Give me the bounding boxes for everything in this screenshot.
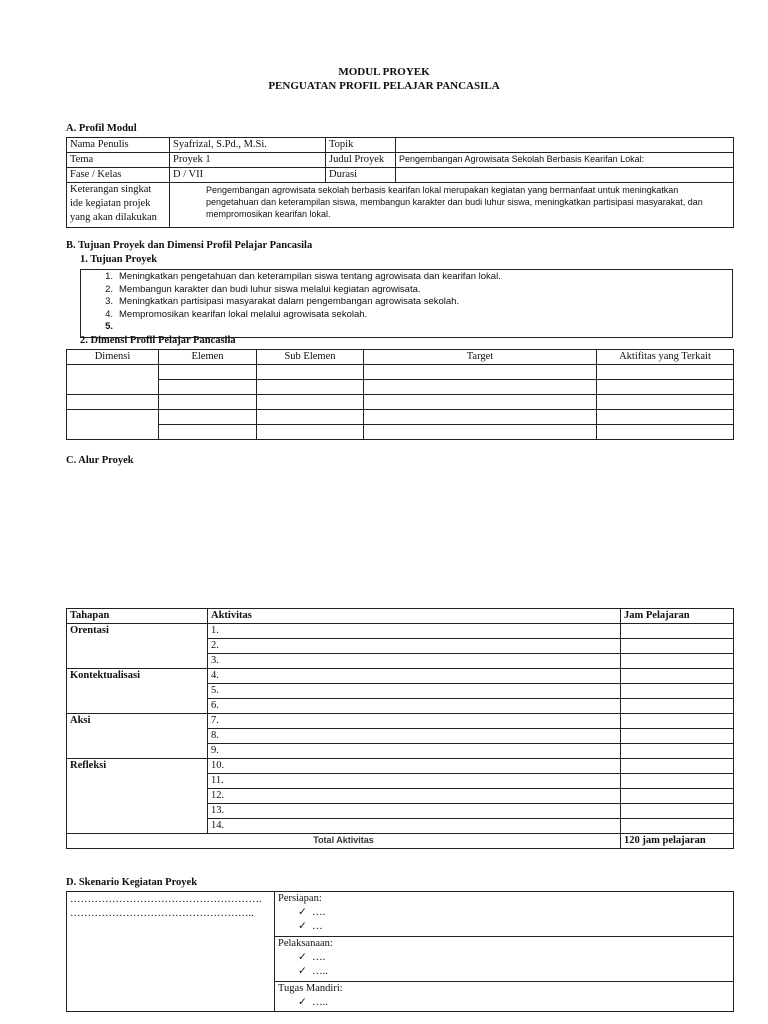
jam-cell — [621, 624, 734, 639]
stage-kontektualisasi: Kontektualisasi — [67, 669, 208, 714]
dim-cell — [364, 365, 597, 380]
check-icon: ✓ — [298, 997, 307, 1008]
check-icon: ✓ — [298, 952, 307, 963]
goal-item: 5. — [105, 321, 113, 333]
alur-header-tahapan: Tahapan — [67, 609, 208, 624]
goal-item: 2. Membangun karakter dan budi luhur siswa melalui kegiatan agrowisata. — [105, 283, 421, 295]
jam-cell — [621, 699, 734, 714]
dim-header-target: Target — [364, 350, 597, 365]
jam-cell — [621, 684, 734, 699]
placeholder-line-2: …………………………………………….. — [70, 908, 254, 919]
persiapan-cell — [275, 892, 734, 937]
dim-cell — [159, 395, 257, 410]
jam-cell — [621, 744, 734, 759]
goal-item: 4. Mempromosikan kearifan lokal melalui agrowisata sekolah. — [105, 308, 368, 320]
activity-cell: 2. — [208, 639, 621, 654]
dim-cell — [159, 410, 257, 425]
tujuan-proyek-box — [80, 269, 733, 338]
check-icon: ✓ — [298, 966, 307, 977]
activity-cell: 10. — [208, 759, 621, 774]
stage-refleksi: Refleksi — [67, 759, 208, 834]
dim-cell — [364, 395, 597, 410]
keterangan-label — [67, 183, 170, 228]
tujuan-proyek-heading: 1. Tujuan Proyek — [80, 254, 158, 265]
dim-header-dimensi: Dimensi — [67, 350, 159, 365]
section-d-heading: D. Skenario Kegiatan Proyek — [66, 877, 198, 888]
keterangan-label-line-3: yang akan dilakukan — [70, 212, 157, 223]
pelaksanaan-cell — [275, 937, 734, 982]
tugas-mandiri-cell — [275, 982, 734, 1012]
activity-cell: 14. — [208, 819, 621, 834]
dim-cell — [257, 380, 364, 395]
jam-cell — [621, 774, 734, 789]
dim-header-sub-elemen: Sub Elemen — [257, 350, 364, 365]
dim-cell — [257, 425, 364, 440]
goal-item: 1. Meningkatkan pengetahuan dan keterampilan siswa tentang agrowisata dan kearifan lokal. — [105, 271, 501, 282]
persiapan-label: Persiapan: — [278, 893, 322, 904]
jam-cell — [621, 714, 734, 729]
jam-cell — [621, 669, 734, 684]
pelaksanaan-item: ✓ ….. — [298, 966, 328, 977]
profil-modul-table — [66, 137, 734, 228]
pelaksanaan-label: Pelaksanaan: — [278, 938, 333, 949]
nama-penulis-label: Nama Penulis — [67, 138, 170, 153]
keterangan-label-line-2: ide kegiatan projek — [70, 198, 151, 209]
placeholder-line-1: ………………………………………………. — [70, 894, 262, 905]
dim-cell — [364, 380, 597, 395]
dim-header-elemen: Elemen — [159, 350, 257, 365]
fase-label: Fase / Kelas — [67, 168, 170, 183]
tugas-mandiri-item: ✓ ….. — [298, 997, 328, 1008]
alur-header-aktivitas: Aktivitas — [208, 609, 621, 624]
section-b-heading: B. Tujuan Proyek dan Dimensi Profil Pelajar Pancasila — [66, 240, 313, 251]
dim-cell — [67, 365, 159, 395]
tema-label: Tema — [67, 153, 170, 168]
jam-cell — [621, 639, 734, 654]
jam-cell — [621, 789, 734, 804]
persiapan-item: ✓ …. — [298, 907, 326, 918]
jam-cell — [621, 819, 734, 834]
alur-proyek-table — [66, 608, 734, 849]
jam-cell — [621, 654, 734, 669]
stage-orentasi: Orentasi — [67, 624, 208, 669]
dim-cell — [364, 410, 597, 425]
activity-cell: 5. — [208, 684, 621, 699]
check-icon: ✓ — [298, 921, 307, 932]
pelaksanaan-item: ✓ …. — [298, 952, 326, 963]
skenario-table — [66, 891, 734, 1012]
document-subtitle: PENGUATAN PROFIL PELAJAR PANCASILA — [268, 80, 500, 92]
document-title: MODUL PROYEK — [338, 66, 430, 78]
keterangan-value: Pengembangan agrowisata sekolah berbasis kearifan lokal merupakan kegiatan yang bermanfaat untuk meningkatkan pengetahuan dan keterampilan siswa, membangun karakter dan budi luhur siswa, meningkatkan partisipasi masyarakat, dan mempromosikan kearifan lokal. — [170, 183, 734, 228]
total-aktivitas-value: 120 jam pelajaran — [621, 834, 734, 849]
dim-cell — [257, 410, 364, 425]
dim-cell — [597, 410, 734, 425]
alur-header-jam: Jam Pelajaran — [621, 609, 734, 624]
dim-header-aktifitas: Aktifitas yang Terkait — [597, 350, 734, 365]
activity-cell: 4. — [208, 669, 621, 684]
dim-cell — [364, 425, 597, 440]
dim-cell — [597, 395, 734, 410]
total-aktivitas-label: Total Aktivitas — [67, 834, 621, 849]
dimensi-table — [66, 349, 734, 440]
dim-cell — [159, 425, 257, 440]
dim-cell — [597, 365, 734, 380]
tugas-mandiri-label: Tugas Mandiri: — [278, 983, 343, 994]
persiapan-item: ✓ … — [298, 921, 323, 932]
tema-value: Proyek 1 — [170, 153, 326, 168]
goal-item: 3. Meningkatkan partisipasi masyarakat dalam pengembangan agrowisata sekolah. — [105, 296, 460, 308]
skenario-left-cell — [67, 892, 275, 1012]
durasi-label: Durasi — [326, 168, 396, 183]
topik-label: Topik — [326, 138, 396, 153]
section-c-heading: C. Alur Proyek — [66, 455, 134, 466]
dim-cell — [67, 410, 159, 440]
keterangan-label-line-1: Keterangan singkat — [70, 184, 152, 195]
dim-cell — [159, 365, 257, 380]
jam-cell — [621, 759, 734, 774]
activity-cell: 3. — [208, 654, 621, 669]
jam-cell — [621, 804, 734, 819]
activity-cell: 7. — [208, 714, 621, 729]
dim-cell — [257, 395, 364, 410]
dim-cell — [257, 365, 364, 380]
dim-cell — [597, 380, 734, 395]
nama-penulis-value: Syafrizal, S.Pd., M.Si. — [170, 138, 326, 153]
activity-cell: 13. — [208, 804, 621, 819]
dimensi-profil-heading: 2. Dimensi Profil Pelajar Pancasila — [80, 335, 236, 346]
dim-cell — [67, 395, 159, 410]
goal-list — [81, 271, 732, 334]
activity-cell: 12. — [208, 789, 621, 804]
fase-value: D / VII — [170, 168, 326, 183]
activity-cell: 1. — [208, 624, 621, 639]
durasi-value — [396, 168, 734, 183]
check-icon: ✓ — [298, 907, 307, 918]
activity-cell: 6. — [208, 699, 621, 714]
judul-value: Pengembangan Agrowisata Sekolah Berbasis Kearifan Lokal: — [396, 153, 734, 168]
activity-cell: 8. — [208, 729, 621, 744]
activity-cell: 11. — [208, 774, 621, 789]
activity-cell: 9. — [208, 744, 621, 759]
jam-cell — [621, 729, 734, 744]
judul-label: Judul Proyek — [326, 153, 396, 168]
topik-value — [396, 138, 734, 153]
dim-cell — [597, 425, 734, 440]
dim-cell — [159, 380, 257, 395]
section-a-heading: A. Profil Modul — [66, 123, 137, 134]
stage-aksi: Aksi — [67, 714, 208, 759]
